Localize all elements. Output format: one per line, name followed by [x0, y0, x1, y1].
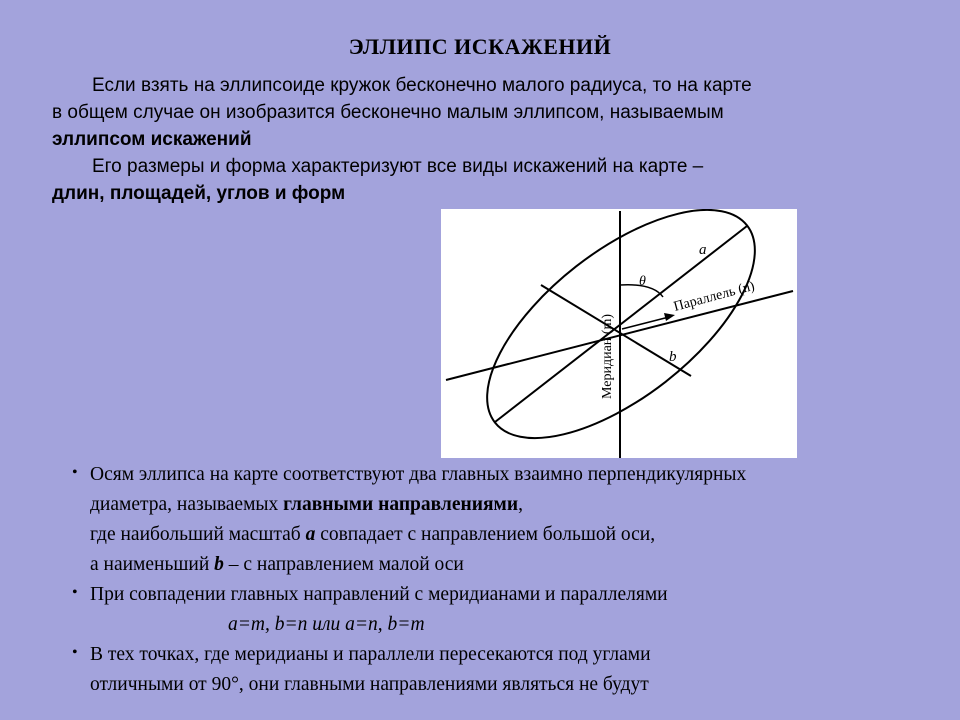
- meridian-label: Меридиан (m): [600, 313, 615, 399]
- symbol-b: b: [214, 554, 224, 575]
- intro-line-4: Его размеры и форма характеризуют все виды искажений на карте –: [92, 156, 704, 177]
- distortion-ellipse-figure: [441, 209, 797, 458]
- bullet-1-line-1: Осям эллипса на карте соответствуют два главных взаимно перпендикулярных: [90, 464, 747, 485]
- intro-paragraph: [52, 72, 932, 207]
- theta-label: θ: [639, 274, 646, 289]
- ellipse-diagram: [441, 209, 797, 458]
- text-span: где наибольший масштаб: [90, 524, 306, 545]
- text-span: диаметра, называемых: [90, 494, 284, 515]
- parallel-label: Параллель (n): [672, 278, 757, 315]
- intro-distortion-types: длин, площадей, углов и форм: [52, 183, 346, 204]
- formula: a=m, b=n или a=n, b=m: [228, 614, 425, 635]
- text-span: а наименьший: [90, 554, 215, 575]
- axis-a-label: a: [699, 242, 707, 258]
- intro-line-1: Если взять на эллипсоиде кружок бесконечно малого радиуса, то на карте: [92, 75, 752, 96]
- term-main-directions: главными направлениями: [283, 494, 519, 515]
- intro-line-2: в общем случае он изобразится бесконечно малым эллипсом, называемым: [52, 102, 724, 123]
- bullet-3-line-1: В тех точках, где меридианы и параллели пересекаются под углами: [90, 644, 651, 665]
- bullet-1-line-2: [72, 490, 942, 520]
- arrow-head: [664, 313, 675, 321]
- symbol-a: a: [305, 524, 316, 545]
- bullet-1-line-3: [72, 520, 942, 550]
- bullet-icon: •: [72, 644, 78, 661]
- intro-term-ellipse: эллипсом искажений: [52, 129, 252, 150]
- bullet-1-line-4: [72, 550, 942, 580]
- bullet-item: [72, 640, 942, 670]
- bullet-icon: •: [72, 464, 78, 481]
- axis-b-label: b: [669, 349, 677, 365]
- bullet-list: [72, 460, 942, 700]
- text-span: ,: [518, 494, 523, 515]
- bullet-item: [72, 580, 942, 610]
- bullet-2-line-1: При совпадении главных направлений с меридианами и параллелями: [90, 584, 668, 605]
- page-title: ЭЛЛИПС ИСКАЖЕНИЙ: [348, 34, 612, 59]
- text-span: совпадает с направлением большой оси,: [315, 524, 656, 545]
- text-span: – с направлением малой оси: [223, 554, 464, 575]
- bullet-3-line-2: отличными от 90°, они главными направлениями являться не будут: [90, 674, 649, 695]
- bullet-item: [72, 460, 942, 490]
- bullet-icon: •: [72, 584, 78, 601]
